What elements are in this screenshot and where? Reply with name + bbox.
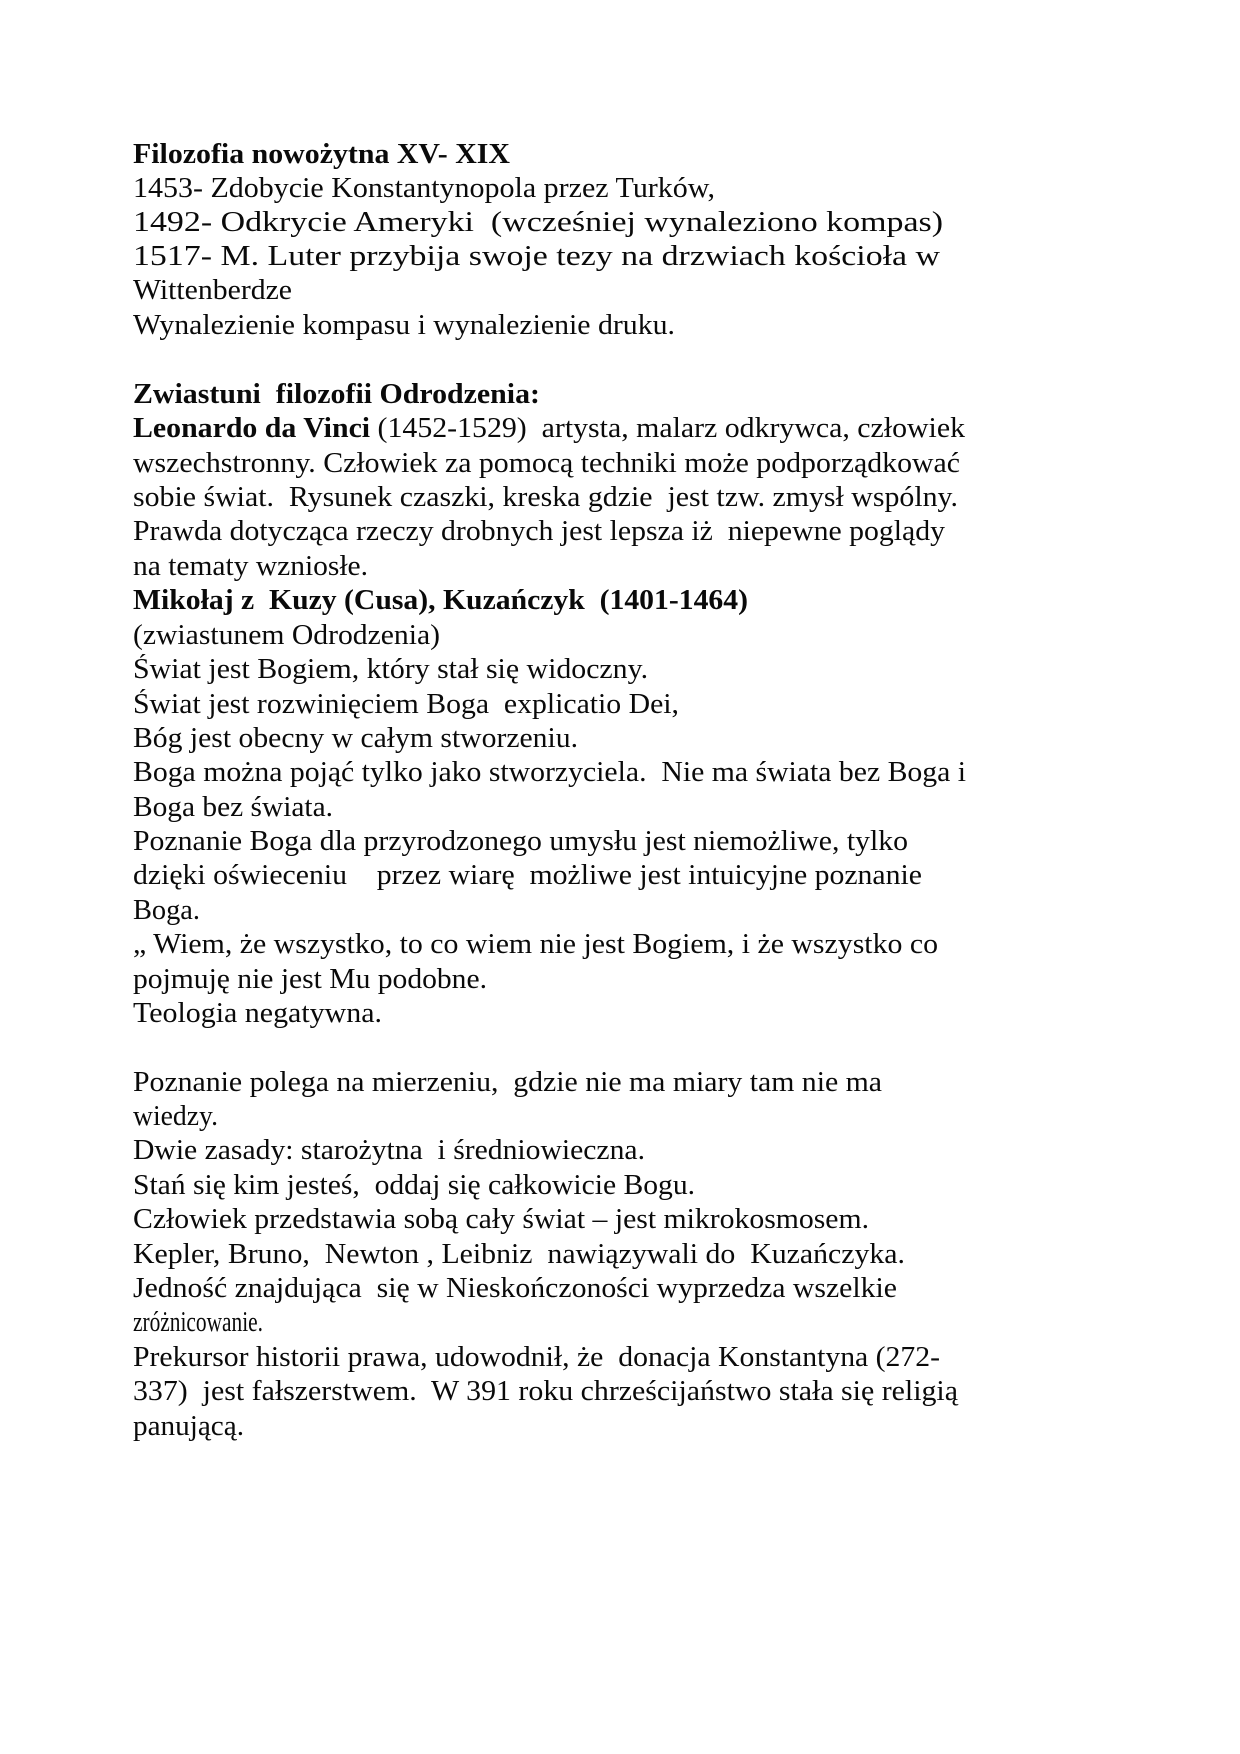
text-line [133,1134,645,1168]
text-line [133,1272,897,1306]
body-text: Człowiek przedstawia sobą cały świat – jest mikrokosmosem. [133,1204,870,1235]
body-text: 1517- M. Luter przybija swoje tezy na drzwiach kościoła w [133,241,941,272]
text-line [133,481,958,515]
text-line [133,172,715,206]
text-line [133,791,333,825]
body-text: pojmuję nie jest Mu podobne. [133,964,487,995]
body-text: Kepler, Bruno, Newton , Leibniz nawiązywali do Kuzańczyka. [133,1239,905,1270]
body-text: zróżnicowanie. [133,1307,264,1338]
text-line [133,550,368,584]
text-line [133,997,382,1031]
body-text: Wittenberdze [133,275,292,306]
text-line [133,1203,869,1237]
text-line [133,688,679,722]
text-line [133,584,748,618]
body-text: (zwiastunem Odrodzenia) [133,620,440,651]
bold-text: Zwiastuni filozofii Odrodzenia: [133,379,540,410]
text-line [133,859,922,893]
body-text: 1492- Odkrycie Ameryki (wcześniej wynaleziono kompas) [133,207,944,238]
text-line [133,309,675,343]
body-text: Boga bez świata. [133,792,334,823]
body-text: 1453- Zdobycie Konstantynopola przez Turków, [133,173,716,204]
text-line [133,1169,695,1203]
body-text: Prekursor historii prawa, udowodnił, że donacja Konstantyna (272- [133,1342,941,1373]
text-line [133,447,960,481]
text-line [133,1238,905,1272]
text-line [133,240,940,274]
body-text: Bóg jest obecny w całym stworzeniu. [133,723,579,754]
text-line [133,928,938,962]
body-text: (1452-1529) artysta, malarz odkrywca, człowiek [370,413,966,444]
text-line [133,619,440,653]
body-text: Poznanie polega na mierzeniu, gdzie nie ma miary tam nie ma [133,1067,882,1098]
text-line [133,653,648,687]
text-line [133,412,965,446]
body-text: Poznanie Boga dla przyrodzonego umysłu jest niemożliwe, tylko [133,826,908,857]
body-text: Jedność znajdująca się w Nieskończoności wyprzedza wszelkie [133,1273,897,1304]
body-text: Świat jest rozwinięciem Boga explicatio Dei, [133,689,679,720]
text-line [133,963,487,997]
bold-text: Leonardo da Vinci [133,413,371,444]
body-text: na tematy wzniosłe. [133,551,369,582]
text-line [133,1410,244,1444]
body-text: Dwie zasady: starożytna i średniowieczna. [133,1135,645,1166]
body-text: Prawda dotycząca rzeczy drobnych jest lepsza iż niepewne poglądy [133,516,945,547]
body-text: panującą. [133,1411,245,1442]
bold-text: Filozofia nowożytna XV- XIX [133,139,510,170]
body-text: Wynalezienie kompasu i wynalezienie druku. [133,310,675,341]
body-text: sobie świat. Rysunek czaszki, kreska gdzie jest tzw. zmysł wspólny. [133,482,959,513]
text-line [133,1100,218,1134]
body-text: wszechstronny. Człowiek za pomocą techniki może podporządkować [133,448,961,479]
body-text: dzięki oświeceniu przez wiarę możliwe jest intuicyjne poznanie [133,860,922,891]
body-text: Stań się kim jesteś, oddaj się całkowicie Bogu. [133,1170,696,1201]
text-line [133,378,540,412]
text-line [133,825,908,859]
body-text: Boga można pojąć tylko jako stworzyciela. Nie ma świata bez Boga i [133,757,967,788]
text-line [133,1341,940,1375]
text-line [133,138,510,172]
text-line [133,515,945,549]
text-line [133,1306,263,1340]
bold-text: Mikołaj z Kuzy (Cusa), Kuzańczyk (1401-1464) [133,585,748,616]
text-line [133,1375,958,1409]
text-line [133,1066,882,1100]
text-line [133,206,943,240]
body-text: Świat jest Bogiem, który stał się widoczny. [133,654,649,685]
body-text: „ Wiem, że wszystko, to co wiem nie jest Bogiem, i że wszystko co [133,929,939,960]
text-line [133,894,200,928]
body-text: wiedzy. [133,1101,218,1132]
body-text: Teologia negatywna. [133,998,382,1029]
body-text: Boga. [133,895,201,926]
text-line [133,756,966,790]
body-text: 337) jest fałszerstwem. W 391 roku chrześcijaństwo stała się religią [133,1376,958,1407]
text-line [133,274,292,308]
text-line [133,722,578,756]
